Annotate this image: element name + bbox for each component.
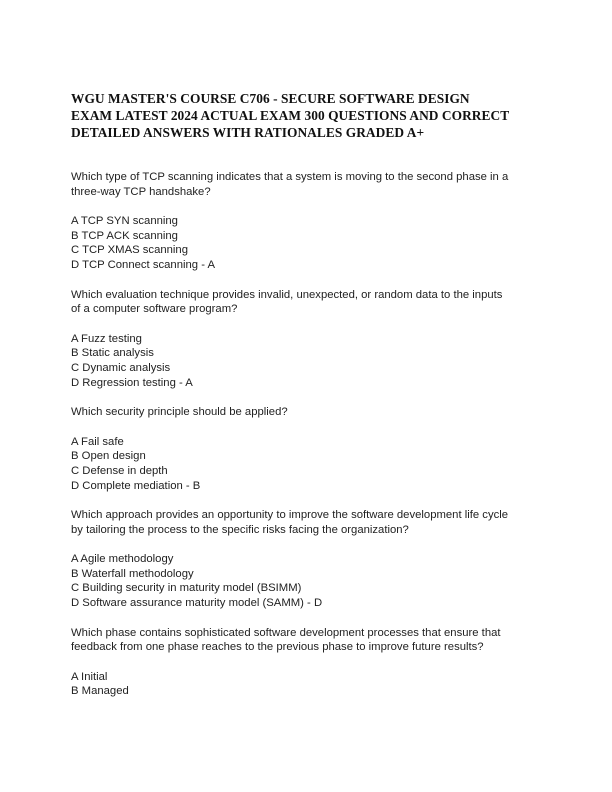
answer-options — [71, 214, 551, 272]
answer-option: A TCP SYN scanning — [71, 215, 178, 228]
title-line: DETAILED ANSWERS WITH RATIONALES GRADED A+ — [71, 125, 425, 140]
answer-option: B Waterfall methodology — [71, 567, 194, 580]
title-line: WGU MASTER'S COURSE C706 - SECURE SOFTWARE DESIGN — [71, 91, 470, 106]
answer-options — [71, 552, 551, 610]
answer-option: D Software assurance maturity model (SAMM) - D — [71, 597, 323, 610]
answer-option: B Open design — [71, 450, 146, 463]
question-line: of a computer software program? — [71, 303, 238, 316]
question-text — [71, 508, 551, 537]
answer-option: B TCP ACK scanning — [71, 229, 178, 242]
question-list — [71, 170, 551, 714]
answer-option: A Fuzz testing — [71, 332, 142, 345]
answer-options — [71, 332, 551, 390]
question-line: three-way TCP handshake? — [71, 185, 211, 198]
answer-option: C Building security in maturity model (BSIMM) — [71, 582, 302, 595]
title-line: EXAM LATEST 2024 ACTUAL EXAM 300 QUESTIONS AND CORRECT — [71, 108, 510, 123]
answer-option: D TCP Connect scanning - A — [71, 258, 216, 271]
question-line: Which type of TCP scanning indicates that a system is moving to the second phase in a — [71, 171, 509, 183]
answer-option: C TCP XMAS scanning — [71, 244, 188, 257]
answer-option: C Dynamic analysis — [71, 361, 171, 374]
question-text — [71, 288, 551, 317]
answer-option: A Fail safe — [71, 435, 124, 448]
question-text — [71, 626, 551, 655]
answer-option: B Static analysis — [71, 347, 154, 360]
question-line: by tailoring the process to the specific risks facing the organization? — [71, 523, 409, 536]
answer-option: D Complete mediation - B — [71, 479, 201, 492]
question-line: Which approach provides an opportunity to improve the software development life cycle — [71, 509, 509, 522]
question-line: Which security principle should be applied? — [71, 406, 288, 419]
answer-options — [71, 435, 551, 493]
answer-option: B Managed — [71, 685, 129, 698]
answer-options — [71, 670, 551, 699]
answer-option: A Initial — [71, 670, 108, 683]
question-text — [71, 405, 551, 420]
answer-option: C Defense in depth — [71, 464, 168, 477]
question-line: Which phase contains sophisticated software development processes that ensure that — [71, 626, 501, 639]
answer-option: D Regression testing - A — [71, 376, 193, 389]
document-title — [71, 90, 551, 141]
question-line: Which evaluation technique provides invalid, unexpected, or random data to the inputs — [71, 288, 503, 301]
answer-option: A Agile methodology — [71, 553, 174, 566]
question-line: feedback from one phase reaches to the previous phase to improve future results? — [71, 641, 484, 654]
question-text — [71, 170, 551, 199]
